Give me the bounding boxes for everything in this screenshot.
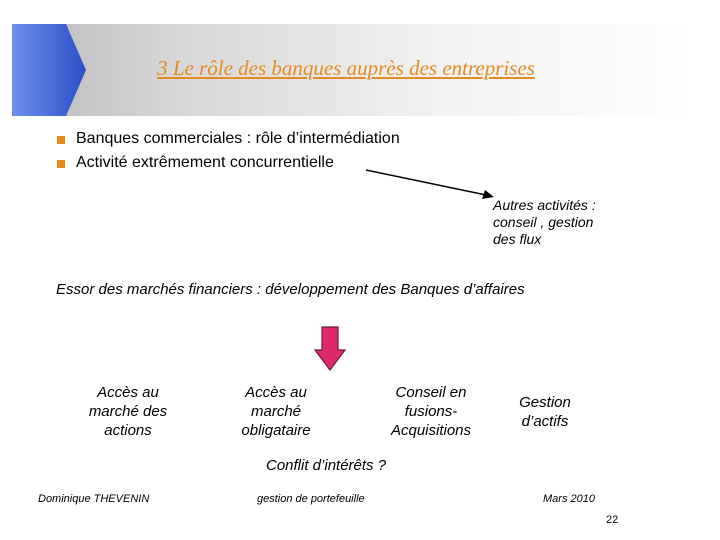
item-equity-market xyxy=(68,383,188,440)
bullet-commercial-banks: Banques commerciales : rôle d’intermédiation xyxy=(76,130,400,147)
footer-subject: gestion de portefeuille xyxy=(257,493,365,505)
callout-line: Autres activités : xyxy=(493,197,596,213)
bullet-competitive: Activité extrêmement concurrentielle xyxy=(76,154,334,171)
item-line: Gestion xyxy=(519,394,571,411)
item-line: Conseil en xyxy=(395,384,467,401)
item-line: Accès au xyxy=(245,384,307,401)
item-line: marché xyxy=(250,403,302,420)
essor-statement: Essor des marchés financiers : développement des Banques d’affaires xyxy=(56,281,525,298)
item-line: d’actifs xyxy=(521,413,569,430)
down-arrow-icon xyxy=(314,326,346,372)
other-activities-callout xyxy=(493,197,596,248)
item-line: fusions- xyxy=(404,403,458,420)
item-bond-market xyxy=(216,383,336,440)
callout-line: conseil , gestion xyxy=(493,214,594,230)
item-asset-management xyxy=(490,393,600,431)
slide-title: 3 Le rôle des banques auprès des entreprises xyxy=(157,56,535,80)
footer-author: Dominique THEVENIN xyxy=(38,493,150,505)
conflict-of-interest: Conflit d’intérêts ? xyxy=(266,457,387,474)
item-line: marché des xyxy=(88,403,168,420)
footer-date: Mars 2010 xyxy=(543,493,595,505)
callout-line: des flux xyxy=(493,231,542,247)
item-line: Acquisitions xyxy=(390,422,472,439)
item-line: Accès au xyxy=(97,384,159,401)
item-line: actions xyxy=(104,422,152,439)
item-line: obligataire xyxy=(241,422,311,439)
page-number: 22 xyxy=(606,514,619,526)
item-mergers-acquisitions xyxy=(356,383,506,440)
